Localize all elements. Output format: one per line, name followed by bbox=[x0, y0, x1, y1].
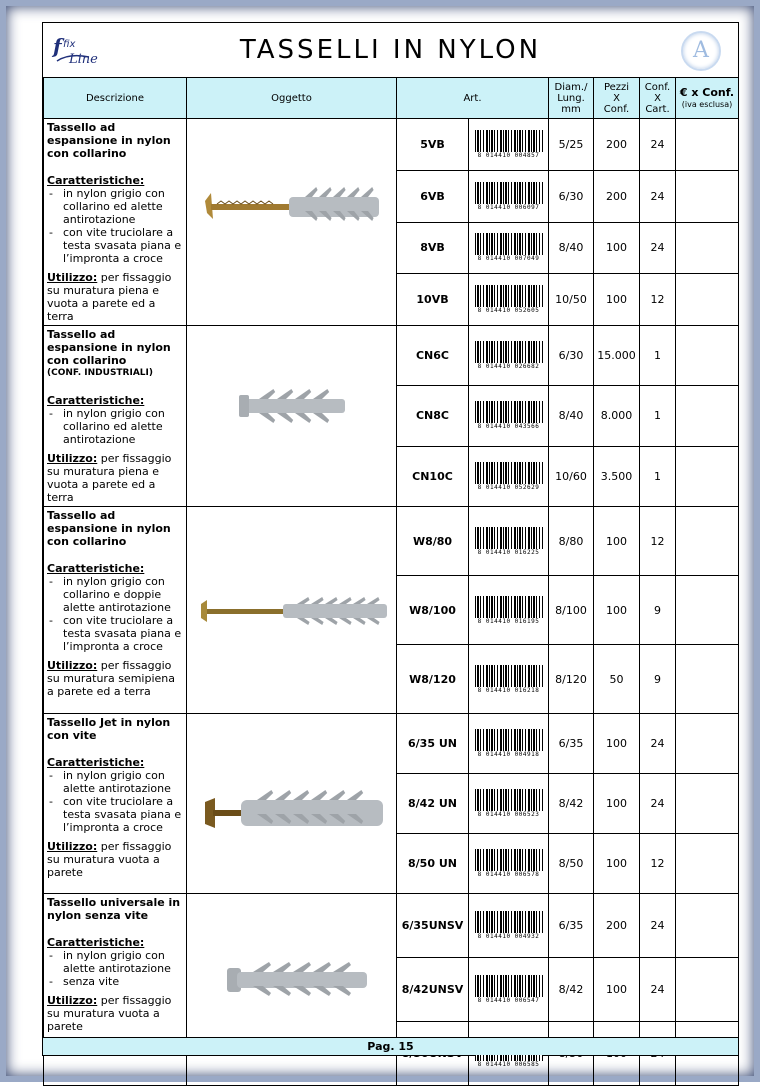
barcode bbox=[469, 326, 549, 386]
cell-diam: 10/60 bbox=[549, 446, 594, 506]
cell-price bbox=[676, 645, 739, 714]
col-descrizione: Descrizione bbox=[44, 78, 187, 119]
article-code: 6/35UNSV bbox=[397, 894, 469, 958]
barcode-number: 8 014410 006585 bbox=[477, 1061, 540, 1068]
brand-badge-icon: A bbox=[681, 31, 721, 71]
characteristic-item: - in nylon grigio con alette antirotazione bbox=[47, 949, 183, 975]
cell-price bbox=[676, 222, 739, 274]
description-cell bbox=[44, 507, 187, 714]
barcode bbox=[469, 576, 549, 645]
cell-diam: 8/50 bbox=[549, 834, 594, 894]
usage-text: Utilizzo: per fissaggio su muratura piena e vuota a parete ed a terra bbox=[47, 271, 172, 323]
article-code: 8/50 UN bbox=[397, 834, 469, 894]
cell-diam: 8/80 bbox=[549, 507, 594, 576]
cell-price bbox=[676, 119, 739, 171]
cell-conf: 24 bbox=[640, 894, 676, 958]
barcode-number: 8 014410 006547 bbox=[477, 997, 540, 1004]
products-table bbox=[43, 77, 739, 1086]
usage-text: Utilizzo: per fissaggio su muratura vuota a parete bbox=[47, 994, 172, 1033]
product-image-cell bbox=[187, 326, 397, 507]
group-subtitle: (CONF. INDUSTRIALI) bbox=[47, 368, 154, 378]
barcode-number: 8 014410 006523 bbox=[477, 811, 540, 818]
page-number: Pag. 15 bbox=[43, 1037, 738, 1055]
cell-conf: 24 bbox=[640, 714, 676, 774]
cell-conf: 9 bbox=[640, 576, 676, 645]
cell-diam: 8/120 bbox=[549, 645, 594, 714]
cell-pezzi: 200 bbox=[594, 170, 640, 222]
cell-conf: 1 bbox=[640, 386, 676, 446]
cell-diam: 6/35 bbox=[549, 714, 594, 774]
article-code: 10VB bbox=[397, 274, 469, 326]
barcode-number: 8 014410 004918 bbox=[477, 751, 540, 758]
cell-conf: 24 bbox=[640, 170, 676, 222]
group-title: Tassello ad espansione in nylon con collarino bbox=[47, 121, 171, 160]
barcode-number: 8 014410 016195 bbox=[477, 617, 540, 625]
barcode-number: 8 014410 052605 bbox=[477, 307, 540, 315]
group-title: Tassello Jet in nylon con vite bbox=[47, 716, 171, 742]
barcode-bars-icon bbox=[475, 975, 543, 997]
barcode bbox=[469, 714, 549, 774]
cell-conf: 12 bbox=[640, 507, 676, 576]
barcode bbox=[469, 170, 549, 222]
cell-price bbox=[676, 274, 739, 326]
characteristic-item: - con vite truciolare a testa svasata piana e l’impronta a croce bbox=[47, 614, 183, 653]
table-row bbox=[44, 507, 739, 576]
logo-text-fix: fix bbox=[63, 39, 76, 50]
barcode-number: 8 014410 006578 bbox=[477, 871, 540, 878]
cell-pezzi: 100 bbox=[594, 576, 640, 645]
group-title: Tassello universale in nylon senza vite bbox=[47, 896, 181, 922]
barcode-bars-icon bbox=[475, 665, 543, 687]
cell-conf: 24 bbox=[640, 958, 676, 1022]
cell-price bbox=[676, 386, 739, 446]
cell-price bbox=[676, 446, 739, 506]
usage-text: Utilizzo: per fissaggio su muratura piena e vuota a parete ed a terra bbox=[47, 452, 172, 504]
barcode-number: 8 014410 016225 bbox=[477, 548, 540, 556]
cell-diam: 8/42 bbox=[549, 774, 594, 834]
article-code: CN8C bbox=[397, 386, 469, 446]
description-cell bbox=[44, 119, 187, 326]
characteristics-label: Caratteristiche: bbox=[47, 562, 145, 575]
cell-price bbox=[676, 774, 739, 834]
characteristic-item: - senza vite bbox=[47, 975, 183, 988]
cell-conf: 12 bbox=[640, 834, 676, 894]
article-code: CN6C bbox=[397, 326, 469, 386]
cell-conf: 12 bbox=[640, 274, 676, 326]
cell-pezzi: 100 bbox=[594, 958, 640, 1022]
barcode-number: 8 014410 006097 bbox=[477, 203, 540, 211]
group-title: Tassello ad espansione in nylon con collarino bbox=[47, 509, 171, 548]
barcode-bars-icon bbox=[475, 849, 543, 871]
characteristics-label: Caratteristiche: bbox=[47, 756, 145, 769]
cell-price bbox=[676, 326, 739, 386]
article-code: 5VB bbox=[397, 119, 469, 171]
cell-pezzi: 100 bbox=[594, 274, 640, 326]
table-row bbox=[44, 326, 739, 386]
cell-conf: 24 bbox=[640, 119, 676, 171]
barcode bbox=[469, 834, 549, 894]
table-row bbox=[44, 894, 739, 958]
logo-text-line: Line bbox=[69, 52, 98, 67]
cell-diam: 8/100 bbox=[549, 576, 594, 645]
barcode bbox=[469, 507, 549, 576]
barcode-bars-icon bbox=[475, 182, 543, 204]
cell-diam: 10/50 bbox=[549, 274, 594, 326]
barcode-bars-icon bbox=[475, 462, 543, 484]
article-code: W8/100 bbox=[397, 576, 469, 645]
col-diam: Diam./ Lung. mm bbox=[549, 78, 594, 119]
barcode-number: 8 014410 016218 bbox=[477, 686, 540, 694]
cell-pezzi: 200 bbox=[594, 894, 640, 958]
barcode-bars-icon bbox=[475, 789, 543, 811]
article-code: 8/42UNSV bbox=[397, 958, 469, 1022]
cell-price bbox=[676, 576, 739, 645]
usage-text: Utilizzo: per fissaggio su muratura semipiena a parete ed a terra bbox=[47, 659, 175, 698]
characteristic-item: - in nylon grigio con collarino ed alette antirotazione bbox=[47, 187, 183, 226]
catalog-sheet bbox=[42, 22, 739, 1068]
article-code: W8/80 bbox=[397, 507, 469, 576]
barcode bbox=[469, 894, 549, 958]
description-cell bbox=[44, 894, 187, 1086]
article-code: 6VB bbox=[397, 170, 469, 222]
barcode bbox=[469, 274, 549, 326]
table-row bbox=[44, 119, 739, 171]
cell-conf: 1 bbox=[640, 446, 676, 506]
barcode bbox=[469, 774, 549, 834]
characteristic-item: - in nylon grigio con alette antirotazione bbox=[47, 769, 183, 795]
barcode-number: 8 014410 007049 bbox=[477, 255, 540, 263]
cell-pezzi: 100 bbox=[594, 222, 640, 274]
screw-anchor-icon bbox=[197, 592, 392, 632]
cell-pezzi: 15.000 bbox=[594, 326, 640, 386]
characteristic-item: - in nylon grigio con collarino ed alette antirotazione bbox=[47, 407, 183, 446]
barcode-number: 8 014410 026682 bbox=[477, 363, 540, 371]
cell-diam: 8/40 bbox=[549, 222, 594, 274]
cell-pezzi: 50 bbox=[594, 645, 640, 714]
cell-diam: 6/30 bbox=[549, 326, 594, 386]
cell-price bbox=[676, 714, 739, 774]
cell-price bbox=[676, 834, 739, 894]
cell-pezzi: 100 bbox=[594, 834, 640, 894]
col-conf: Conf. X Cart. bbox=[640, 78, 676, 119]
svg-text:f: f bbox=[53, 34, 62, 58]
description-cell bbox=[44, 326, 187, 507]
barcode-bars-icon bbox=[475, 729, 543, 751]
cell-price bbox=[676, 894, 739, 958]
barcode bbox=[469, 119, 549, 171]
cell-pezzi: 100 bbox=[594, 714, 640, 774]
group-title: Tassello ad espansione in nylon con collarino bbox=[47, 328, 171, 367]
cell-price bbox=[676, 507, 739, 576]
cell-pezzi: 3.500 bbox=[594, 446, 640, 506]
product-image-cell bbox=[187, 507, 397, 714]
barcode-number: 8 014410 004932 bbox=[477, 933, 540, 940]
description-cell bbox=[44, 714, 187, 894]
barcode-bars-icon bbox=[475, 341, 543, 363]
usage-text: Utilizzo: per fissaggio su muratura vuota a parete bbox=[47, 840, 172, 879]
article-code: 8/42 UN bbox=[397, 774, 469, 834]
cell-diam: 5/25 bbox=[549, 119, 594, 171]
cell-price bbox=[676, 958, 739, 1022]
col-pezzi: Pezzi X Conf. bbox=[594, 78, 640, 119]
barcode-number: 8 014410 004857 bbox=[477, 151, 540, 159]
barcode-number: 8 014410 052629 bbox=[477, 483, 540, 491]
article-code: 6/35 UN bbox=[397, 714, 469, 774]
anchor-icon bbox=[235, 381, 355, 431]
table-header-row bbox=[44, 78, 739, 119]
cell-diam: 6/35 bbox=[549, 894, 594, 958]
product-image-cell bbox=[187, 714, 397, 894]
cell-diam: 8/42 bbox=[549, 958, 594, 1022]
barcode-bars-icon bbox=[475, 401, 543, 423]
barcode-bars-icon bbox=[475, 285, 543, 307]
barcode-bars-icon bbox=[475, 130, 543, 152]
cell-conf: 1 bbox=[640, 326, 676, 386]
characteristic-item: - in nylon grigio con collarino e doppie alette antirotazione bbox=[47, 575, 183, 614]
characteristics-label: Caratteristiche: bbox=[47, 936, 145, 949]
cell-pezzi: 100 bbox=[594, 774, 640, 834]
article-code: CN10C bbox=[397, 446, 469, 506]
col-art: Art. bbox=[397, 78, 549, 119]
table-row bbox=[44, 714, 739, 774]
barcode-bars-icon bbox=[475, 596, 543, 618]
characteristics-label: Caratteristiche: bbox=[47, 394, 145, 407]
screw-anchor-icon bbox=[197, 179, 387, 249]
cell-pezzi: 200 bbox=[594, 119, 640, 171]
cell-diam: 6/30 bbox=[549, 170, 594, 222]
page-header bbox=[43, 23, 738, 78]
barcode bbox=[469, 386, 549, 446]
barcode bbox=[469, 446, 549, 506]
product-image-cell bbox=[187, 894, 397, 1086]
cell-pezzi: 100 bbox=[594, 507, 640, 576]
page-title: TASSELLI IN NYLON bbox=[239, 35, 542, 65]
barcode-number: 8 014410 043566 bbox=[477, 423, 540, 431]
barcode bbox=[469, 645, 549, 714]
characteristic-item: - con vite truciolare a testa svasata piana e l’impronta a croce bbox=[47, 226, 183, 265]
article-code: 8VB bbox=[397, 222, 469, 274]
barcode-bars-icon bbox=[475, 527, 543, 549]
characteristics-label: Caratteristiche: bbox=[47, 174, 145, 187]
cell-conf: 9 bbox=[640, 645, 676, 714]
barcode-bars-icon bbox=[475, 911, 543, 933]
barcode-bars-icon bbox=[475, 233, 543, 255]
cell-conf: 24 bbox=[640, 774, 676, 834]
jet-anchor-icon bbox=[199, 784, 389, 844]
barcode bbox=[469, 222, 549, 274]
col-oggetto: Oggetto bbox=[187, 78, 397, 119]
cell-conf: 24 bbox=[640, 222, 676, 274]
product-image-cell bbox=[187, 119, 397, 326]
cell-diam: 8/40 bbox=[549, 386, 594, 446]
cell-price bbox=[676, 170, 739, 222]
barcode bbox=[469, 958, 549, 1022]
cell-pezzi: 8.000 bbox=[594, 386, 640, 446]
article-code: W8/120 bbox=[397, 645, 469, 714]
universal-anchor-icon bbox=[223, 954, 373, 1004]
col-euro: € x Conf. (iva esclusa) bbox=[676, 78, 739, 119]
characteristic-item: - con vite truciolare a testa svasata piana e l’impronta a croce bbox=[47, 795, 183, 834]
